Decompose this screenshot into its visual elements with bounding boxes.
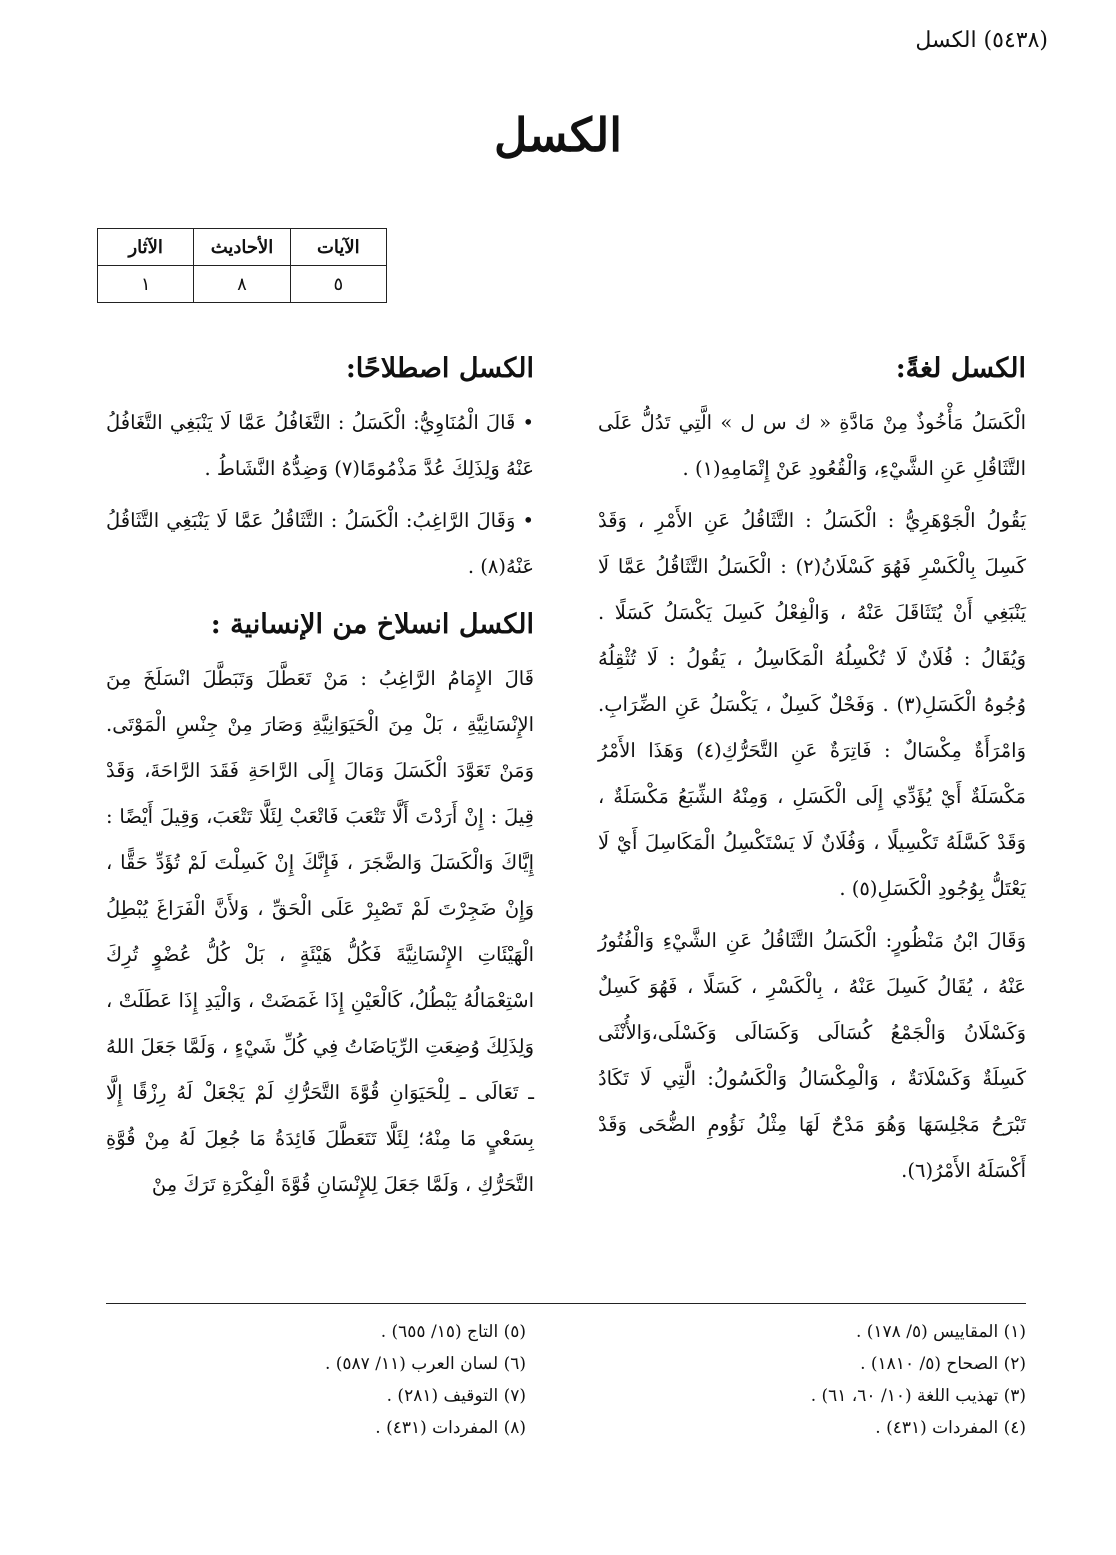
stats-value-athar: ١ bbox=[98, 266, 194, 303]
stats-header-row bbox=[98, 229, 387, 266]
paragraph: وَقَالَ ابْنُ مَنْظُورٍ: الْكَسَلُ التَّثَاقُلُ عَنِ الشَّيْءِ وَالْفُتُورُ عَنْهُ ، يُقَالُ كَسِلَ عَنْهُ ، بِالْكَسْرِ ، كَسَلًا ، فَهُوَ كَسِلٌ وَكَسْلَانُ وَالْجَمْعُ كُسَالَى وَكَسَالَى وَكَسْلَى،وَالأُنْثَى كَسِلَةٌ وَكَسْلَانَةٌ ، وَالْمِكْسَالُ وَالْكَسُولُ: الَّتِي لَا تَكَادُ تَبْرَحُ مَجْلِسَهَا وَهُوَ مَدْحٌ لَهَا مِثْلُ نَؤُومِ الضُّحَى وَقَدْ أَكْسَلَهُ الأَمْرُ(٦). bbox=[598, 929, 1026, 1182]
stats-value-ayat: ٥ bbox=[290, 266, 386, 303]
right-column bbox=[598, 340, 1026, 1200]
left-column bbox=[106, 340, 534, 1214]
footnote: (٧) التوقيف (٢٨١) . bbox=[386, 1386, 526, 1406]
footnote: (٥) التاج (١٥/ ٦٥٥) . bbox=[380, 1322, 526, 1342]
footnote: (٢) الصحاح (٥/ ١٨١٠) . bbox=[860, 1354, 1026, 1374]
footnotes-right bbox=[606, 1316, 1026, 1444]
stats-header-athar: الآثار bbox=[98, 229, 194, 266]
stats-header-ayat: الآيات bbox=[290, 229, 386, 266]
footnote: (١) المقاييس (٥/ ١٧٨) . bbox=[855, 1322, 1026, 1342]
bullet-definition: • وَقَالَ الرَّاغِبُ: الْكَسَلُ : التَّثَاقُلُ عَمَّا لَا يَنْبَغِي التَّثَاقُلُ عَنْهُ(٨) . bbox=[106, 509, 534, 578]
running-head: (٥٤٣٨) الكسل bbox=[915, 28, 1048, 53]
bullet-definition: • قَالَ الْمُنَاوِيُّ: الْكَسَلُ : التَّغَافُلُ عَمَّا لَا يَنْبَغِي التَّغَافُلُ عَنْهُ وَلِذَلِكَ عُدَّ مَذْمُومًا(٧) وَضِدُّهُ النَّشَاطُ . bbox=[106, 411, 534, 480]
stats-value-ahadith: ٨ bbox=[194, 266, 290, 303]
footnote: (٨) المفردات (٤٣١) . bbox=[375, 1418, 526, 1438]
stats-value-row bbox=[98, 266, 387, 303]
section-heading-linguistic: الكسل لغةً: bbox=[895, 353, 1026, 384]
footnote: (٣) تهذيب اللغة (١٠/ ٦٠، ٦١) . bbox=[810, 1386, 1026, 1406]
stats-header-ahadith: الأحاديث bbox=[194, 229, 290, 266]
footnote-divider bbox=[106, 1303, 1026, 1304]
footnote: (٤) المفردات (٤٣١) . bbox=[875, 1418, 1026, 1438]
section-heading-technical: الكسل اصطلاحًا: bbox=[345, 353, 534, 384]
stats-table bbox=[97, 228, 387, 303]
footnotes-left bbox=[106, 1316, 526, 1444]
paragraph: قَالَ الإِمَامُ الرَّاغِبُ : مَنْ تَعَطَّلَ وَتَبَطَّلَ انْسَلَخَ مِنَ الإِنْسَانِيَّةِ ، بَلْ مِنَ الْحَيَوَانِيَّةِ وَصَارَ مِنْ جِنْسِ الْمَوْتَى. وَمَنْ تَعَوَّدَ الْكَسَلَ وَمَالَ إِلَى الرَّاحَةِ فَقَدَ الرَّاحَةَ، وَقَدْ قِيلَ : إِنْ أَرَدْتَ أَلَّا تَتْعَبَ فَاتْعَبْ لِئَلَّا تَتْعَبَ، وَقِيلَ أَيْضًا : إِيَّاكَ وَالْكَسَلَ وَالضَّجَرَ ، فَإِنَّكَ إِنْ كَسِلْتَ لَمْ تُؤَدِّ حَقًّا ، وَإِنْ ضَجِرْتَ لَمْ تَصْبِرْ عَلَى الْحَقِّ ، وَلأَنَّ الْفَرَاغَ يُبْطِلُ الْهَيْئَاتِ الإِنْسَانِيَّةَ فَكُلُّ هَيْئَةٍ ، بَلْ كُلُّ عُضْوٍ تُرِكَ اسْتِعْمَالُهُ يَبْطُلُ، كَالْعَيْنِ إِذَا غَمَضَتْ ، وَالْيَدِ إِذَا عَطَلَتْ ، وَلِذَلِكَ وُضِعَتِ الرِّيَاضَاتُ فِي كُلِّ شَيْءٍ ، وَلَمَّا جَعَلَ اللهُ ـ تَعَالَى ـ لِلْحَيَوَانِ قُوَّةَ التَّحَرُّكِ لَمْ يَجْعَلْ لَهُ رِزْقًا إِلَّا بِسَعْيٍ مَا مِنْهُ؛ لِئَلَّا تَتَعَطَّلَ فَائِدَةُ مَا جُعِلَ لَهُ مِنْ قُوَّةِ التَّحَرُّكِ ، وَلَمَّا جَعَلَ لِلإِنْسَانِ قُوَّةَ الْفِكْرَةِ تَرَكَ مِنْ bbox=[106, 667, 534, 1196]
page-title: الكسل bbox=[493, 108, 623, 162]
paragraph: يَقُولُ الْجَوْهَرِيُّ : الْكَسَلُ : التَّثَاقُلُ عَنِ الأَمْرِ ، وَقَدْ كَسِلَ بِالْكَسْرِ فَهُوَ كَسْلَانُ(٢) : الْكَسَلُ التَّثَاقُلُ عَمَّا لَا يَنْبَغِي أَنْ يُتَثَاقَلَ عَنْهُ ، وَالْفِعْلُ كَسِلَ يَكْسَلُ كَسَلًا . وَيُقَالُ : فُلَانٌ لَا تُكْسِلُهُ الْمَكَاسِلُ ، يَقُولُ : لَا تُثْقِلُهُ وُجُوهُ الْكَسَلِ(٣) . وَفَحْلٌ كَسِلٌ ، يَكْسَلُ عَنِ الضِّرَابِ. وَامْرَأَةٌ مِكْسَالٌ : فَاتِرَةٌ عَنِ التَّحَرُّكِ(٤) وَهَذَا الأَمْرُ مَكْسَلَةٌ أَيْ يُؤَدِّي إِلَى الْكَسَلِ ، وَمِنْهُ الشِّبَعُ مَكْسَلَةٌ ، وَقَدْ كَسَّلَهُ تَكْسِيلًا ، وَفُلَانٌ لَا يَسْتَكْسِلُ الْمَكَاسِلَ أَيْ لَا يَعْتَلُّ بِوُجُودِ الْكَسَلِ(٥) . bbox=[598, 509, 1027, 900]
footnote: (٦) لسان العرب (١١/ ٥٨٧) . bbox=[324, 1354, 526, 1374]
section-heading-humanity: الكسل انسلاخ من الإنسانية : bbox=[210, 609, 534, 640]
paragraph: الْكَسَلُ مَأْخُوذٌ مِنْ مَادَّةِ « ك س ل » الَّتِي تَدُلُّ عَلَى التَّثَاقُلِ عَنِ الشَّيْءِ، وَالْقُعُودِ عَنْ إِتْمَامِهِ(١) . bbox=[598, 411, 1026, 480]
